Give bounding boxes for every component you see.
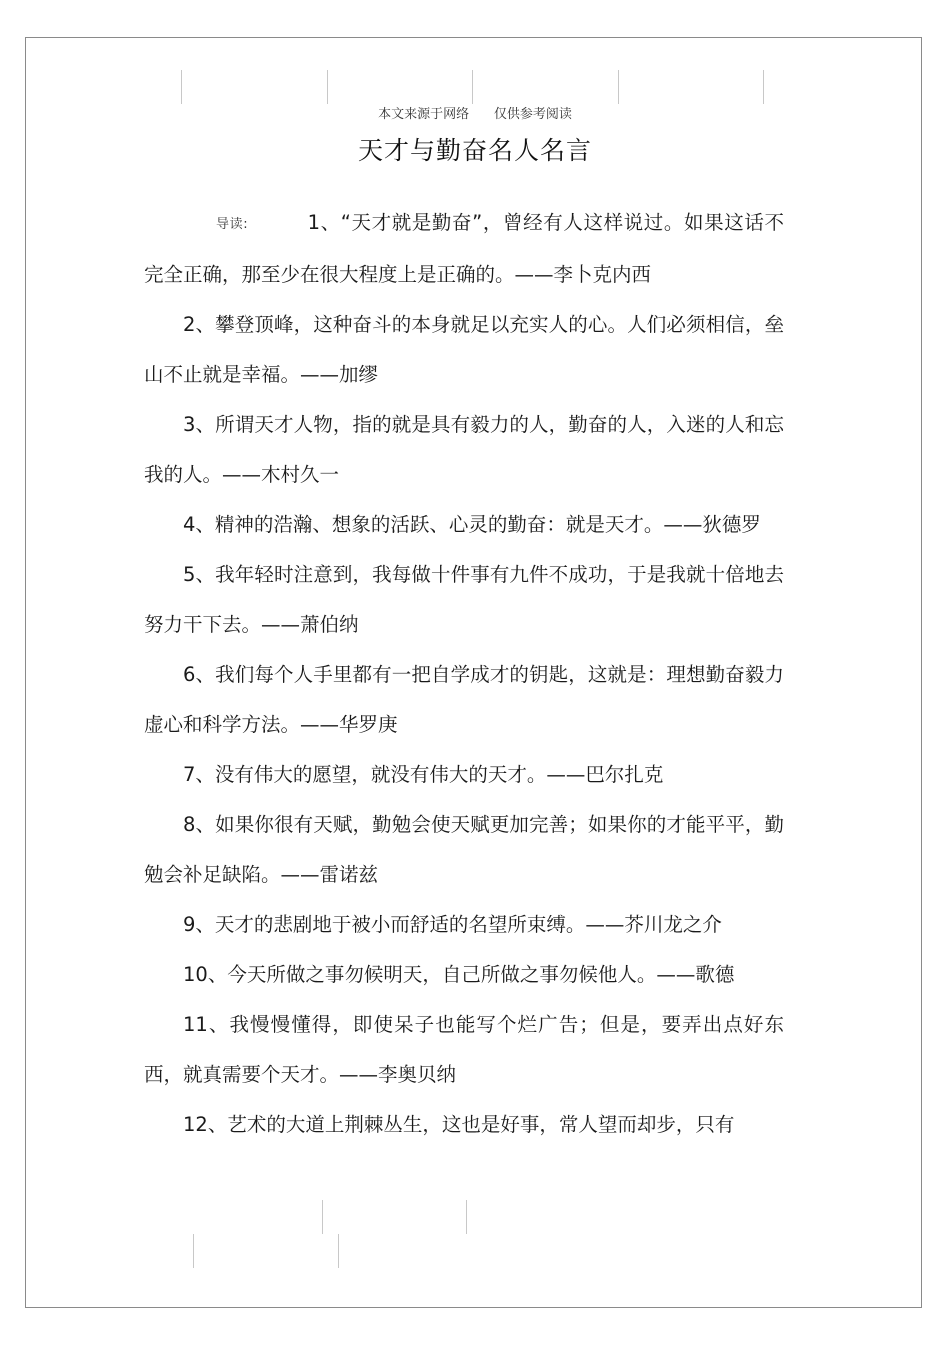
quote-paragraph: 4、精神的浩瀚、想象的活跃、心灵的勤奋：就是天才。——狄德罗	[183, 513, 761, 536]
quote-paragraph	[144, 198, 784, 300]
scan-tick	[338, 1234, 339, 1268]
scan-tick	[181, 70, 182, 104]
quote-paragraph: 6、我们每个人手里都有一把自学成才的钥匙，这就是：理想勤奋毅力虚心和科学方法。——华罗庚	[144, 663, 784, 736]
quote-paragraph: 7、没有伟大的愿望，就没有伟大的天才。——巴尔扎克	[183, 763, 664, 786]
document-body	[144, 198, 784, 1150]
scan-tick	[193, 1234, 194, 1268]
source-note: 本文来源于网络 仅供参考阅读	[378, 107, 572, 122]
scan-tick	[763, 70, 764, 104]
scan-tick	[327, 70, 328, 104]
quote-paragraph: 10、今天所做之事勿候明天，自己所做之事勿候他人。——歌德	[183, 963, 735, 986]
quote-paragraph: 8、如果你很有天赋，勤勉会使天赋更加完善；如果你的才能平平，勤勉会补足缺陷。——雷诺兹	[144, 813, 784, 886]
intro-label: 导读:	[216, 217, 248, 232]
quote-text: 1、“天才就是勤奋”，曾经有人这样说过。如果这话不完全正确，那至少在很大程度上是正确的。——李卜克内西	[144, 211, 784, 286]
quote-paragraph: 9、天才的悲剧地于被小而舒适的名望所束缚。——芥川龙之介	[183, 913, 722, 936]
quote-paragraph: 3、所谓天才人物，指的就是具有毅力的人，勤奋的人，入迷的人和忘我的人。——木村久一	[144, 413, 784, 486]
scan-tick	[618, 70, 619, 104]
quote-paragraph: 2、攀登顶峰，这种奋斗的本身就足以充实人的心。人们必须相信，垒山不止就是幸福。——加缪	[144, 313, 784, 386]
quote-paragraph: 12、艺术的大道上荆棘丛生，这也是好事，常人望而却步，只有	[183, 1113, 735, 1136]
document-title: 天才与勤奋名人名言	[357, 136, 592, 165]
scan-tick	[466, 1200, 467, 1234]
scan-tick	[322, 1200, 323, 1234]
quote-paragraph: 5、我年轻时注意到，我每做十件事有九件不成功，于是我就十倍地去努力干下去。——萧伯纳	[144, 563, 784, 636]
quote-paragraph: 11、我慢慢懂得，即使呆子也能写个烂广告；但是，要弄出点好东西，就真需要个天才。——李奥贝纳	[144, 1013, 784, 1086]
scan-tick	[472, 70, 473, 104]
